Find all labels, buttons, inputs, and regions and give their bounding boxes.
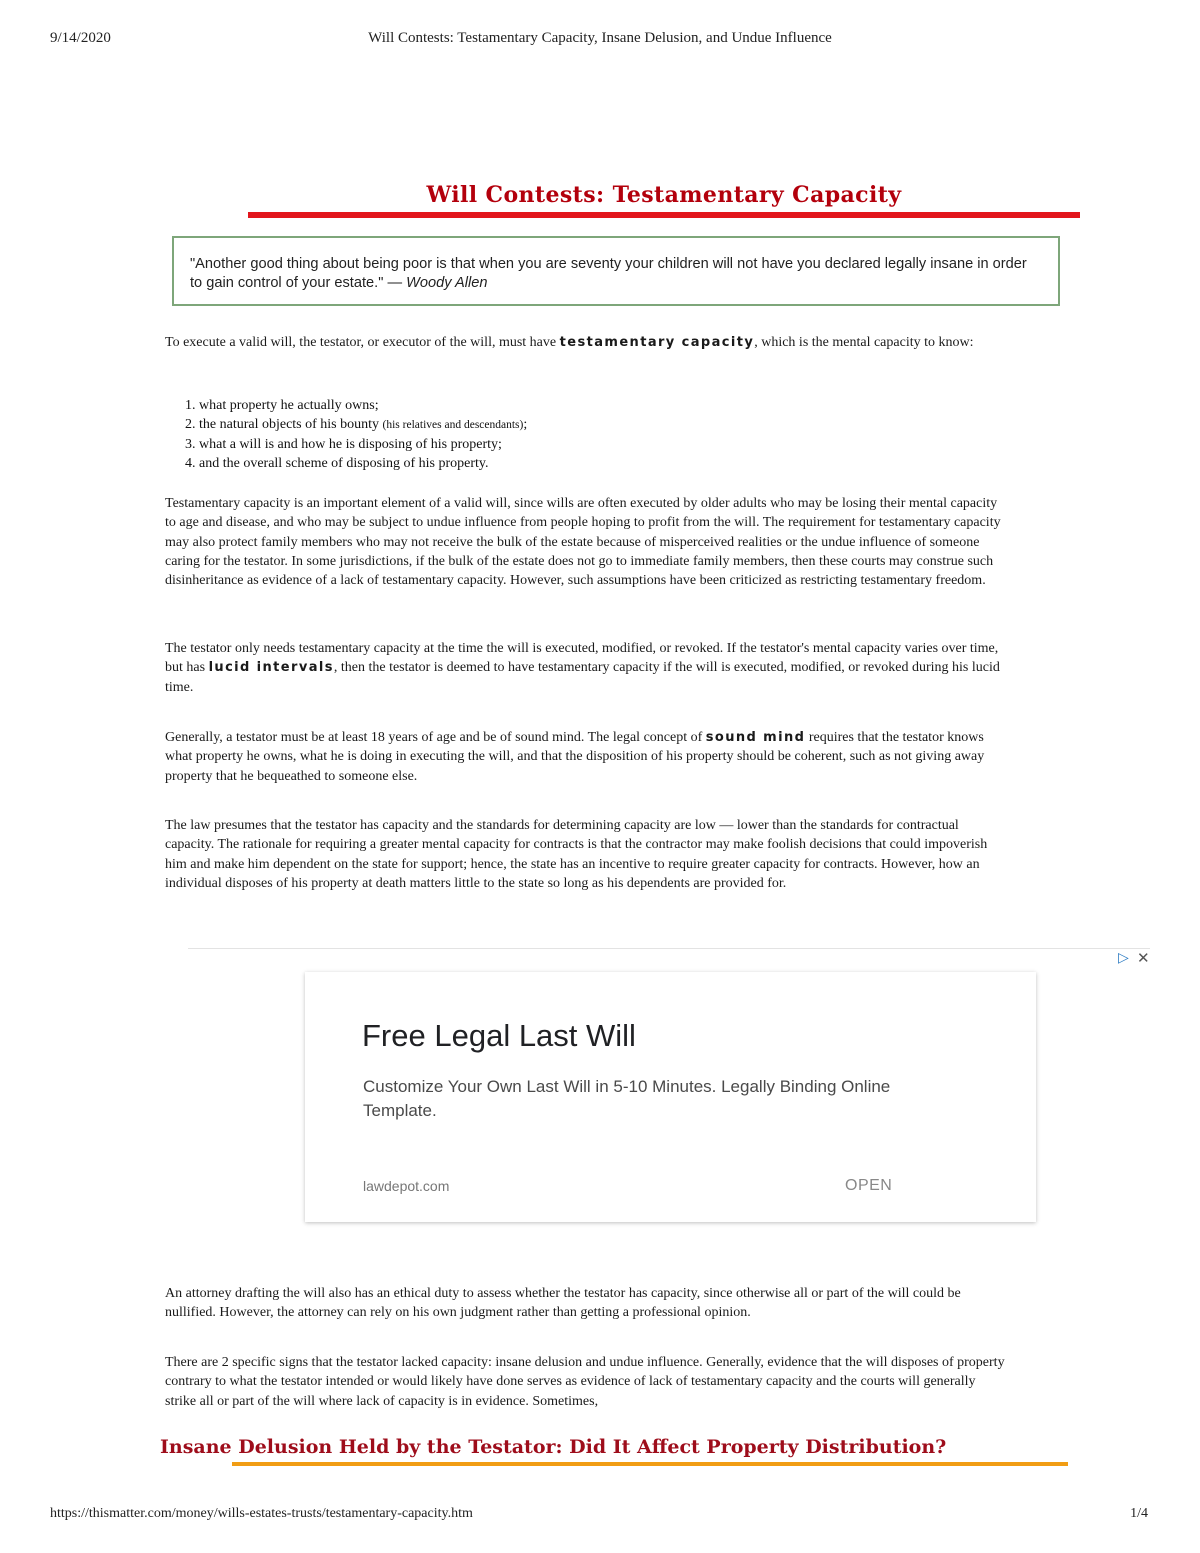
list-item: [199, 415, 899, 435]
close-icon[interactable]: ✕: [1137, 949, 1150, 967]
intro-after: , which is the mental capacity to know:: [754, 335, 974, 350]
section-underline: [232, 1462, 1068, 1466]
article-title: Will Contests: Testamentary Capacity: [426, 182, 902, 208]
list-item-text: and the overall scheme of disposing of his property.: [199, 456, 489, 471]
section-title-insane-delusion: Insane Delusion Held by the Testator: Did It Affect Property Distribution?: [160, 1436, 947, 1458]
paragraph-lucid-intervals: [165, 639, 1005, 697]
ad-title[interactable]: Free Legal Last Will: [362, 1018, 636, 1053]
ad-divider: [188, 948, 1150, 949]
quote-text: "Another good thing about being poor is that when you are seventy your children will not have you declared legally insane in order to gain control of your estate." —: [190, 256, 1027, 291]
adchoices-icon[interactable]: ▷: [1118, 950, 1129, 966]
paragraph-signs: There are 2 specific signs that the testator lacked capacity: insane delusion and undue influence. Generally, evidence that the will disposes of property contrary to what the testator intended or would likely have done serves as evidence of lack of testamentary capacity and the courts will generally strike all or part of the will where lack of capacity is in evidence. Sometimes,: [165, 1355, 1005, 1409]
list-item: [199, 435, 899, 454]
intro-paragraph: [165, 333, 1005, 352]
term-sound-mind: sound mind: [705, 730, 806, 745]
list-item-text: what property he actually owns;: [199, 398, 379, 413]
list-item-tail: ;: [523, 417, 528, 432]
print-date: 9/14/2020: [50, 30, 111, 46]
paragraph-presumption: The law presumes that the testator has capacity and the standards for determining capacity are low — lower than the standards for contractual capacity. The rationale for requiring a greater mental capacity for contracts is that the contractor may make foolish decisions that could impoverish him and make him dependent on the state for support; hence, the state has an incentive to require greater capacity for contracts. However, how an individual disposes of his property at death matters little to the state so long as his dependents are provided for.: [165, 818, 988, 891]
term-testamentary-capacity: testamentary capacity: [559, 335, 755, 350]
print-url: https://thismatter.com/money/wills-estates-trusts/testamentary-capacity.htm: [50, 1506, 473, 1521]
ad-domain: lawdepot.com: [363, 1178, 450, 1194]
print-page-number: 1/4: [1130, 1506, 1148, 1521]
ad-card[interactable]: [305, 972, 1036, 1222]
p3-after: requires that the testator knows what property he owns, what he is doing in executing the will, and that the disposition of his property should be coherent, such as not giving away property that he bequeathed to someone else.: [165, 730, 985, 784]
list-item-text: the natural objects of his bounty: [199, 417, 383, 432]
p2-before: The testator only needs testamentary capacity at the time the will is executed, modified, or revoked. If the testator's mental capacity varies over time, but has: [165, 641, 999, 676]
p3-before: Generally, a testator must be at least 18 years of age and be of sound mind. The legal concept of: [165, 730, 706, 745]
list-item: [199, 454, 899, 473]
list-item-text: what a will is and how he is disposing of his property;: [199, 437, 502, 452]
list-item-note: (his relatives and descendants): [382, 419, 524, 431]
quote-author: Woody Allen: [406, 275, 488, 291]
paragraph-importance: Testamentary capacity is an important element of a valid will, since wills are often executed by older adults who may be losing their mental capacity to age and disease, and who may be subject to undue influence from people hoping to profit from the will. The requirement for testamentary capacity may also protect family members who may not receive the bulk of the estate because of misperceived realities or the undue influence of someone caring for the testator. In some jurisdictions, if the bulk of the estate does not go to immediate family members, then these courts may construe such disinheritance as evidence of a lack of testamentary capacity. However, such assumptions have been criticized as restricting testamentary freedom.: [165, 496, 1001, 589]
paragraph-sound-mind: [165, 728, 1005, 786]
capacity-criteria-list: [184, 396, 899, 473]
term-lucid-intervals: lucid intervals: [208, 660, 334, 676]
list-item: [199, 396, 899, 415]
print-page-title: Will Contests: Testamentary Capacity, Insane Delusion, and Undue Influence: [368, 30, 832, 46]
quote-box: [172, 236, 1060, 306]
ad-open-button[interactable]: OPEN: [845, 1177, 893, 1194]
intro-before: To execute a valid will, the testator, or executor of the will, must have: [165, 335, 560, 350]
ad-description: Customize Your Own Last Will in 5-10 Minutes. Legally Binding Online Template.: [363, 1077, 891, 1120]
title-underline: [248, 212, 1080, 218]
p2-after: , then the testator is deemed to have testamentary capacity if the will is executed, modified, or revoked during his lucid time.: [165, 660, 1000, 695]
paragraph-attorney-duty: An attorney drafting the will also has an ethical duty to assess whether the testator has capacity, since otherwise all or part of the will could be nullified. However, the attorney can rely on his own judgment rather than getting a professional opinion.: [165, 1286, 961, 1321]
